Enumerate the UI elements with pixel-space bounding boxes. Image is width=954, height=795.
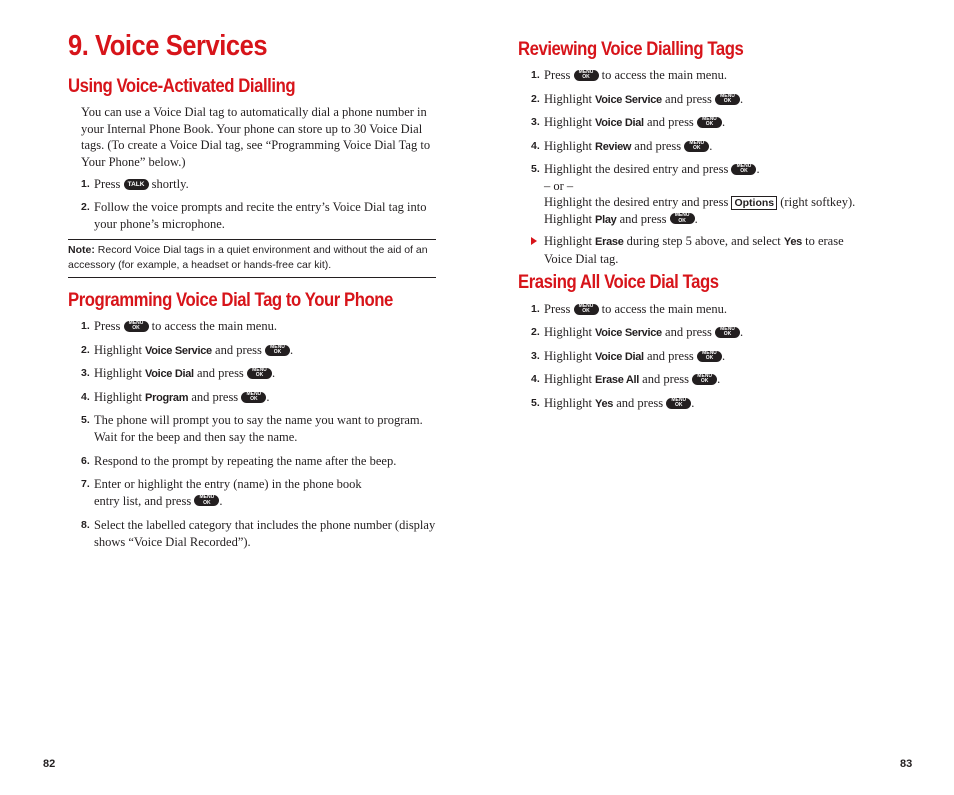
list-item: 1. Press MENU OK to access the main menu.: [81, 319, 277, 333]
chapter-title: 9. Voice Services: [68, 30, 268, 62]
menu-ok-key-icon: MENU OK: [124, 321, 149, 332]
page-number-right: 83: [900, 758, 913, 770]
menu-ok-key-icon: MENU OK: [666, 398, 691, 409]
list-item: 3. Highlight Voice Dial and press MENU OK .: [531, 115, 726, 129]
menu-ok-key-icon: MENU OK: [684, 141, 709, 152]
list-item: 3. Highlight Voice Dial and press MENU OK .: [81, 366, 276, 380]
menu-ok-key-icon: MENU OK: [241, 392, 266, 403]
menu-ok-key-icon: MENU OK: [697, 351, 722, 362]
bullet-item: Highlight Erase during step 5 above, and select Yes to erase Voice Dial tag.: [531, 233, 921, 267]
list-item: 4. Highlight Erase All and press MENU OK .: [531, 372, 721, 386]
menu-ok-key-icon: MENU OK: [715, 94, 740, 105]
section-title-reviewing-tags: Reviewing Voice Dialling Tags: [518, 39, 744, 60]
menu-ok-key-icon: MENU OK: [247, 368, 272, 379]
menu-ok-key-icon: MENU OK: [697, 117, 722, 128]
list-item: 7. Enter or highlight the entry (name) in the phone book entry list, and press MENU OK .: [81, 477, 362, 508]
menu-ok-key-icon: MENU OK: [715, 327, 740, 338]
list-item: 8. Select the labelled category that includes the phone number (display shows “Voice Dial Recorded”).: [81, 518, 436, 549]
options-softkey-label: Options: [731, 196, 777, 210]
menu-ok-key-icon: MENU OK: [194, 495, 219, 506]
list-item: 1. Press TALK shortly.: [81, 177, 189, 191]
bullet-arrow-icon: [531, 237, 537, 245]
note-box: [68, 239, 436, 278]
menu-ok-key-icon: MENU OK: [692, 374, 717, 385]
list-item: 4. Highlight Review and press MENU OK .: [531, 139, 713, 153]
menu-ok-key-icon: MENU OK: [731, 164, 756, 175]
list-item: 2. Follow the voice prompts and recite the entry’s Voice Dial tag into your phone’s microphone.: [81, 200, 427, 231]
list-item: 5. Highlight the desired entry and press MENU OK . – or – Highlight the desired entry and press Options (right softkey). Highlight Play and press MENU OK .: [531, 162, 856, 226]
list-item: 2. Highlight Voice Service and press MENU OK .: [81, 343, 294, 357]
menu-ok-key-icon: MENU OK: [574, 304, 599, 315]
note-label: Note:: [68, 244, 95, 256]
note-text: Record Voice Dial tags in a quiet environment and without the aid of an accessory (for example, a headset or hands-free car kit).: [68, 244, 428, 271]
section-title-programming-voice-dial: Programming Voice Dial Tag to Your Phone: [68, 290, 393, 311]
list-item: 1. Press MENU OK to access the main menu.: [531, 302, 727, 316]
section-title-using-voice-dialling: Using Voice-Activated Dialling: [68, 76, 296, 97]
list-item: 2. Highlight Voice Service and press MENU OK .: [531, 325, 744, 339]
menu-ok-key-icon: MENU OK: [574, 70, 599, 81]
list-item: 6. Respond to the prompt by repeating the name after the beep.: [81, 454, 397, 468]
list-item: 2. Highlight Voice Service and press MENU OK .: [531, 92, 744, 106]
list-item: 5. The phone will prompt you to say the name you want to program. Wait for the beep and then say the name.: [81, 413, 423, 444]
list-item: 3. Highlight Voice Dial and press MENU OK .: [531, 349, 726, 363]
menu-ok-key-icon: MENU OK: [670, 213, 695, 224]
list-item: 5. Highlight Yes and press MENU OK .: [531, 396, 695, 410]
list-item: 4. Highlight Program and press MENU OK .: [81, 390, 270, 404]
list-item: 1. Press MENU OK to access the main menu.: [531, 68, 727, 82]
menu-ok-key-icon: MENU OK: [265, 345, 290, 356]
talk-key-icon: TALK: [124, 179, 149, 190]
intro-paragraph: You can use a Voice Dial tag to automatically dial a phone number in your Internal Phone Book. Your phone can store up to 30 Voice Dial tags. (To create a Voice Dial tag, see “Programming Voice Dial Tag to Your Phone” below.): [81, 105, 431, 169]
page-number-left: 82: [43, 758, 56, 770]
section-title-erasing-tags: Erasing All Voice Dial Tags: [518, 272, 719, 293]
